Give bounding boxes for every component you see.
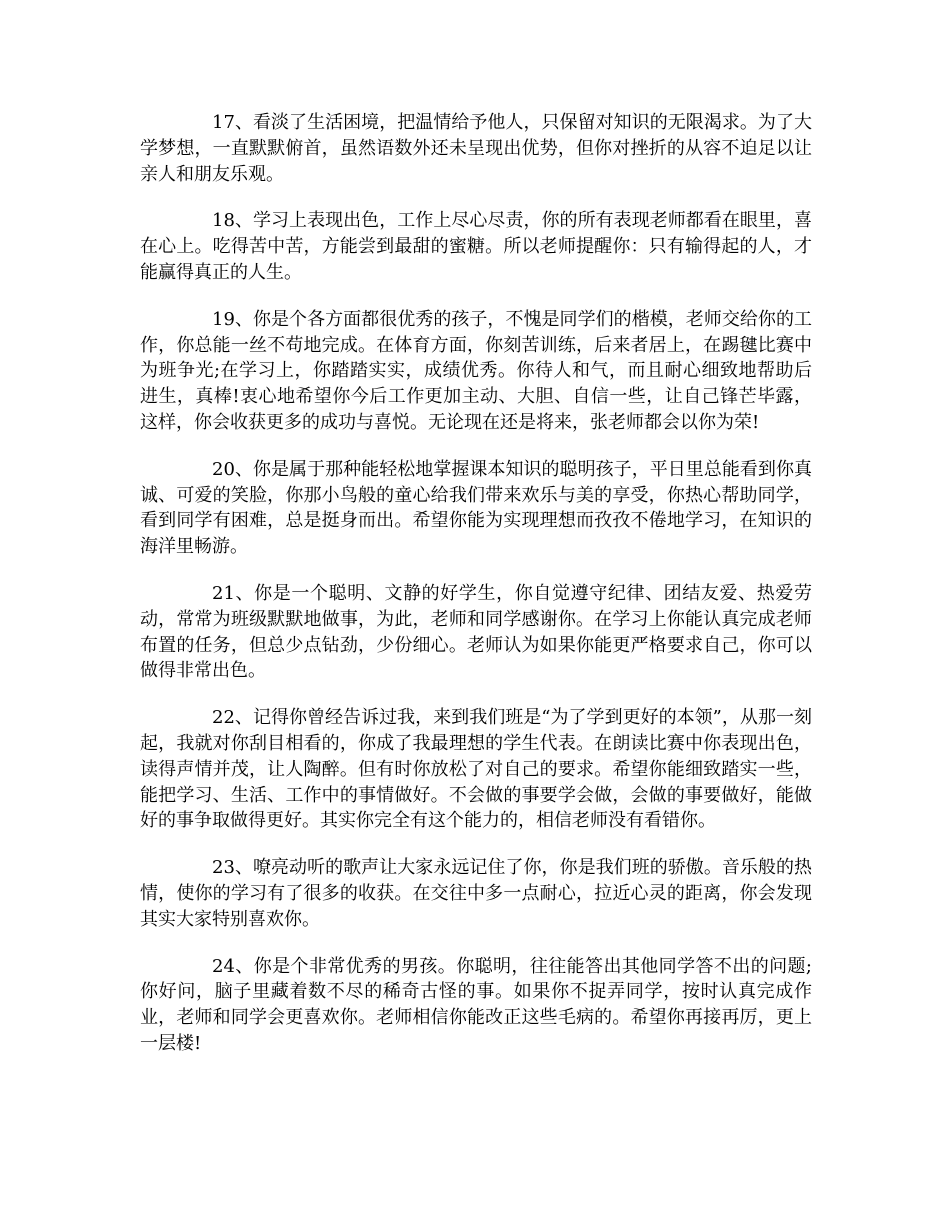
- paragraph-20: 20、你是属于那种能轻松地掌握课本知识的聪明孩子，平日里总能看到你真诚、可爱的笑脸，你那小鸟般的童心给我们带来欢乐与美的享受，你热心帮助同学，看到同学有困难，总是挺身而出。希望你能为实现理想而孜孜不倦地学习，在知识的海洋里畅游。: [140, 458, 812, 558]
- paragraph-22: 22、记得你曾经告诉过我，来到我们班是“为了学到更好的本领”，从那一刻起，我就对你刮目相看的，你成了我最理想的学生代表。在朗读比赛中你表现出色，读得声情并茂，让人陶醉。但有时你放松了对自己的要求。希望你能细致踏实一些，能把学习、生活、工作中的事情做好。不会做的事要学会做，会做的事要做好，能做好的事争取做得更好。其实你完全有这个能力的，相信老师没有看错你。: [140, 707, 812, 832]
- paragraph-19: 19、你是个各方面都很优秀的孩子，不愧是同学们的楷模，老师交给你的工作，你总能一丝不苟地完成。在体育方面，你刻苦训练，后来者居上，在踢毽比赛中为班争光;在学习上，你踏踏实实，成绩优秀。你待人和气，而且耐心细致地帮助后进生，真棒!衷心地希望你今后工作更加主动、大胆、自信一些，让自己锋芒毕露，这样，你会收获更多的成功与喜悦。无论现在还是将来，张老师都会以你为荣!: [140, 308, 812, 433]
- paragraph-21: 21、你是一个聪明、文静的好学生，你自觉遵守纪律、团结友爱、热爱劳动，常常为班级默默地做事，为此，老师和同学感谢你。在学习上你能认真完成老师布置的任务，但总少点钻劲，少份细心。老师认为如果你能更严格要求自己，你可以做得非常出色。: [140, 582, 812, 682]
- paragraph-17: 17、看淡了生活困境，把温情给予他人，只保留对知识的无限渴求。为了大学梦想，一直默默俯首，虽然语数外还未呈现出优势，但你对挫折的从容不迫足以让亲人和朋友乐观。: [140, 112, 812, 185]
- document-body: [140, 110, 812, 1078]
- paragraph-23: 23、嘹亮动听的歌声让大家永远记住了你，你是我们班的骄傲。音乐般的热情，使你的学习有了很多的收获。在交往中多一点耐心，拉近心灵的距离，你会发现其实大家特别喜欢你。: [140, 857, 812, 930]
- paragraph-18: 18、学习上表现出色，工作上尽心尽责，你的所有表现老师都看在眼里，喜在心上。吃得苦中苦，方能尝到最甜的蜜糖。所以老师提醒你：只有输得起的人，才能赢得真正的人生。: [140, 210, 812, 283]
- paragraph-24: 24、你是个非常优秀的男孩。你聪明，往往能答出其他同学答不出的问题;你好问，脑子里藏着数不尽的稀奇古怪的事。如果你不捉弄同学，按时认真完成作业，老师和同学会更喜欢你。老师相信你能改正这些毛病的。希望你再接再厉，更上一层楼!: [140, 955, 812, 1054]
